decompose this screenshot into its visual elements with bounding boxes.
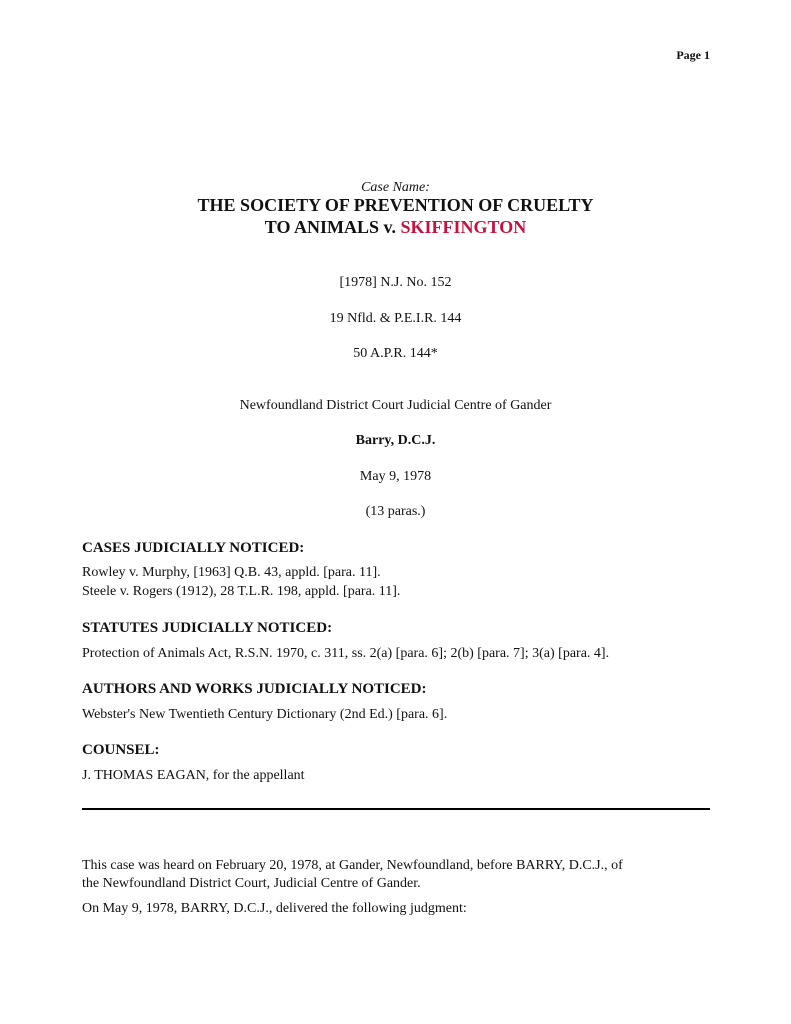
paragraph-count: (13 paras.) — [365, 504, 426, 519]
highlighted-party-name: SKIFFINGTON — [400, 217, 527, 237]
citation-apr: 50 A.P.R. 144* — [353, 346, 438, 361]
horizontal-divider — [82, 808, 710, 810]
judgment-date: May 9, 1978 — [359, 469, 432, 484]
case-title-line-1: THE SOCIETY OF PREVENTION OF CRUELTY — [197, 195, 594, 215]
authors-heading: AUTHORS AND WORKS JUDICIALLY NOTICED: — [82, 681, 427, 697]
statutes-heading: STATUTES JUDICIALLY NOTICED: — [82, 620, 333, 636]
body-paragraph-line: the Newfoundland District Court, Judicial Centre of Gander. — [82, 876, 421, 891]
case-item: Rowley v. Murphy, [1963] Q.B. 43, appld. [para. 11]. — [82, 565, 381, 580]
court-name: Newfoundland District Court Judicial Centre of Gander — [239, 398, 552, 413]
page-number: Page 1 — [676, 48, 710, 62]
body-paragraph: On May 9, 1978, BARRY, D.C.J., delivered the following judgment: — [82, 901, 467, 916]
citation-nfld: 19 Nfld. & P.E.I.R. 144 — [329, 311, 462, 326]
body-paragraph-line: This case was heard on February 20, 1978, at Gander, Newfoundland, before BARRY, D.C.J., of — [82, 858, 623, 873]
case-title-prefix: TO ANIMALS v. — [264, 217, 396, 237]
case-item: Steele v. Rogers (1912), 28 T.L.R. 198, appld. [para. 11]. — [82, 584, 401, 599]
counsel-item: J. THOMAS EAGAN, for the appellant — [82, 768, 305, 783]
counsel-heading: COUNSEL: — [82, 742, 160, 758]
case-name-label: Case Name: — [361, 180, 430, 195]
case-title-line-2 — [0, 217, 791, 238]
citation-nj: [1978] N.J. No. 152 — [339, 275, 452, 290]
cases-heading: CASES JUDICIALLY NOTICED: — [82, 540, 305, 556]
statute-item: Protection of Animals Act, R.S.N. 1970, c. 311, ss. 2(a) [para. 6]; 2(b) [para. 7]; 3(a) [para. 4]. — [82, 646, 610, 661]
author-item: Webster's New Twentieth Century Dictionary (2nd Ed.) [para. 6]. — [82, 707, 448, 722]
judge-name: Barry, D.C.J. — [355, 433, 436, 448]
